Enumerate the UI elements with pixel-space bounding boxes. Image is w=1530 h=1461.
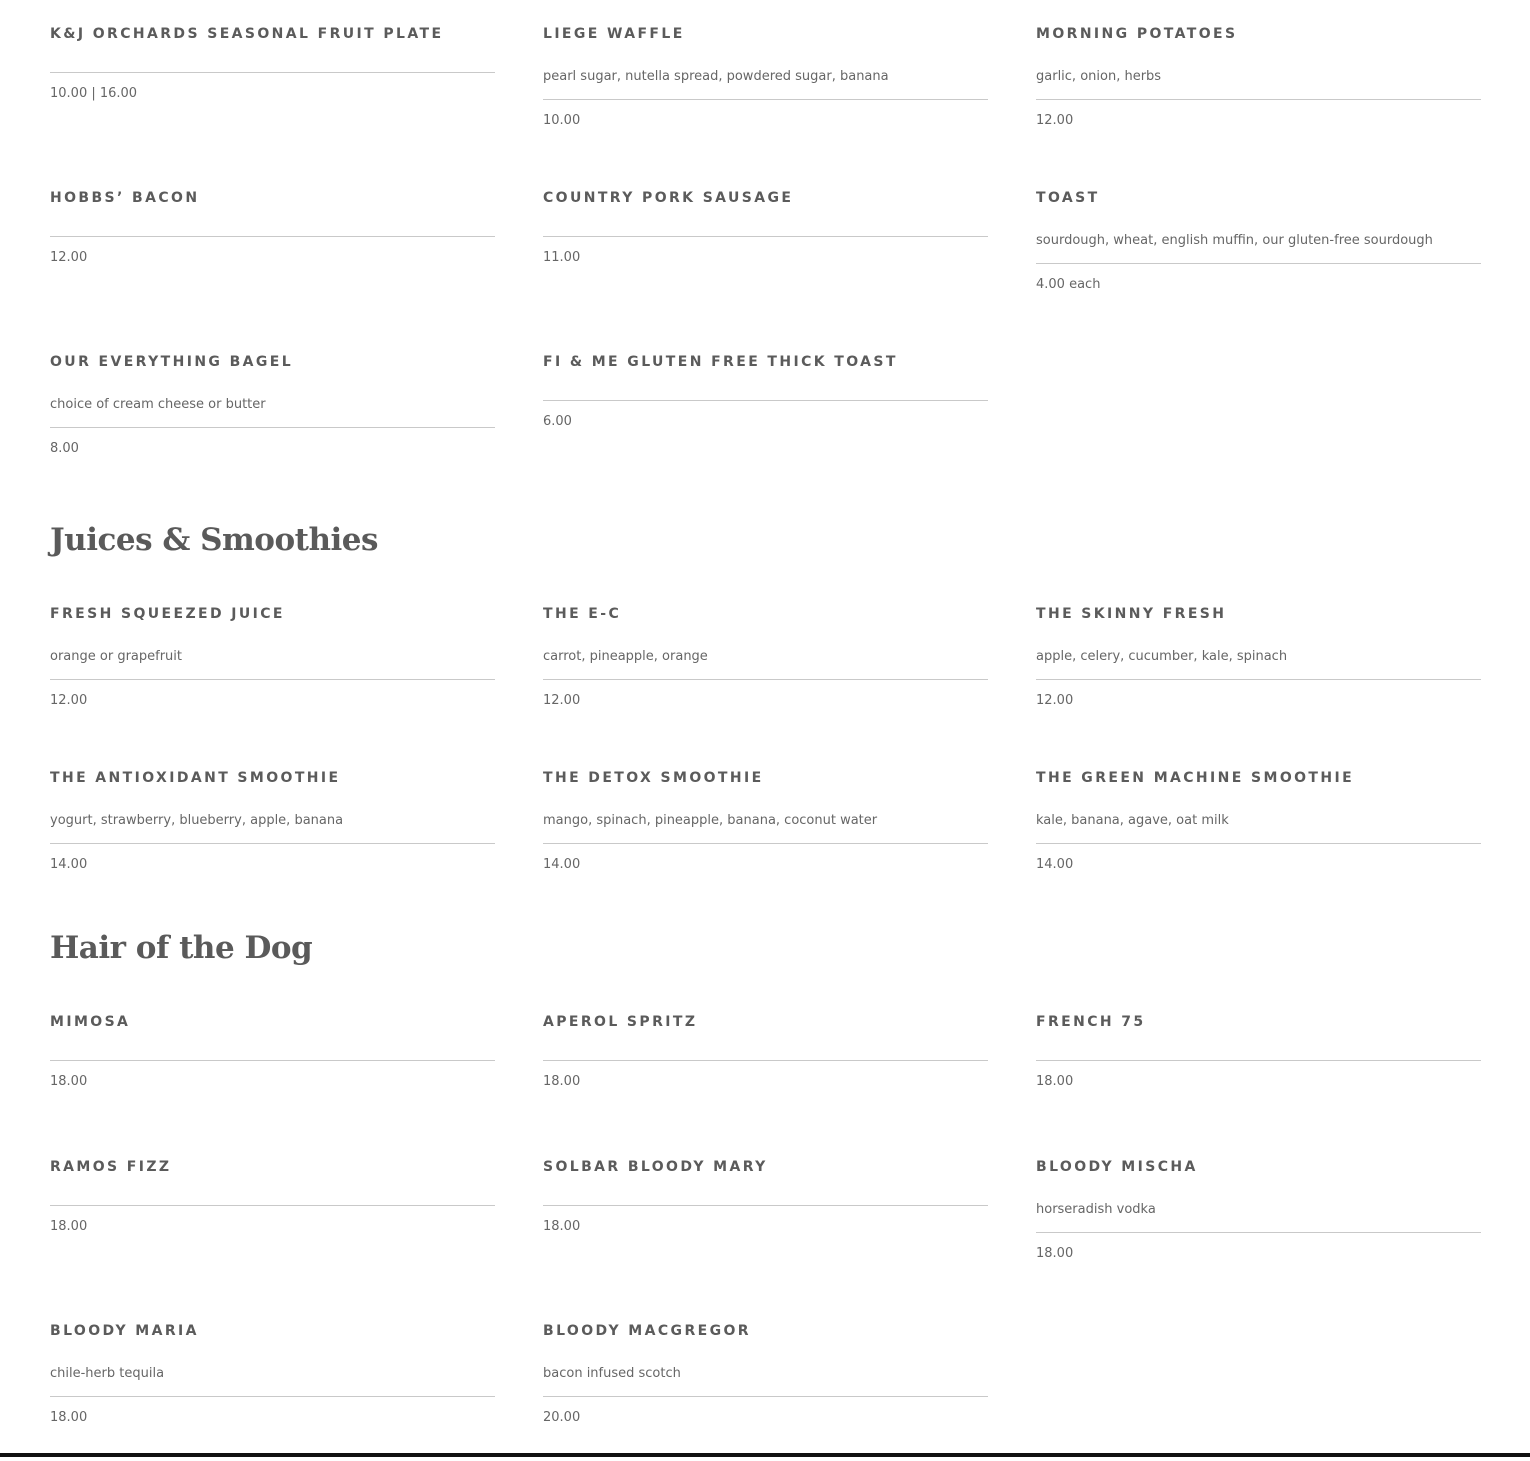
menu-item-description: pearl sugar, nutella spread, powdered sugar, banana [543,69,889,84]
menu-item-divider [50,1396,495,1397]
menu-item-name: MIMOSA [50,1014,131,1030]
menu-item-name: THE E-C [543,606,622,622]
menu-item-description: horseradish vodka [1036,1202,1156,1217]
menu-item [50,164,495,328]
menu-item-description: chile-herb tequila [50,1366,165,1381]
menu-item-name: THE ANTIOXIDANT SMOOTHIE [50,770,341,786]
menu-item-name: THE SKINNY FRESH [1036,606,1227,622]
page-bottom-bar [0,1453,1530,1457]
section-title: Juices & Smoothies [50,522,378,558]
menu-item [543,328,988,492]
menu-item-divider [1036,263,1481,264]
menu-item-divider [50,1205,495,1206]
menu-item-divider [543,400,988,401]
menu-item-divider [1036,843,1481,844]
menu-item-name: THE DETOX SMOOTHIE [543,770,764,786]
menu-item-name: BLOODY MISCHA [1036,1159,1198,1175]
menu-item-price: 12.00 [543,693,581,708]
menu-item-price: 12.00 [50,250,88,265]
menu-item-price: 18.00 [50,1219,88,1234]
menu-item-name: K&J ORCHARDS SEASONAL FRUIT PLATE [50,26,444,42]
menu-item-price: 14.00 [1036,857,1074,872]
menu-item [1036,988,1481,1133]
menu-item-divider [1036,99,1481,100]
menu-item-name: RAMOS FIZZ [50,1159,172,1175]
menu-item-divider [1036,1060,1481,1061]
menu-item-price: 20.00 [543,1410,581,1425]
menu-item-divider [50,1060,495,1061]
menu-item-divider [543,99,988,100]
menu-item-description: orange or grapefruit [50,649,182,664]
menu-item-price: 14.00 [543,857,581,872]
menu-item-description: choice of cream cheese or butter [50,397,266,412]
menu-item-name: FRENCH 75 [1036,1014,1146,1030]
menu-grid [50,580,1480,908]
menu-item-divider [50,427,495,428]
menu-item-divider [543,843,988,844]
menu-item-divider [50,843,495,844]
menu-item [543,988,988,1133]
menu-item-description: apple, celery, cucumber, kale, spinach [1036,649,1288,664]
menu-item [50,988,495,1133]
menu-item [1036,0,1481,164]
menu-item-name: HOBBS’ BACON [50,190,200,206]
menu-item-name: THE GREEN MACHINE SMOOTHIE [1036,770,1355,786]
menu-item-price: 10.00 [543,113,581,128]
menu-item-name: MORNING POTATOES [1036,26,1238,42]
menu-item-name: TOAST [1036,190,1100,206]
menu-item-name: LIEGE WAFFLE [543,26,685,42]
menu-item-divider [543,236,988,237]
menu-section-sides [50,0,1480,492]
menu-section-juices [50,522,1480,908]
menu-item [543,164,988,328]
menu-item-price: 8.00 [50,441,79,456]
menu-item [543,744,988,908]
menu-item [1036,744,1481,908]
menu-item-name: FI & ME GLUTEN FREE THICK TOAST [543,354,898,370]
menu-item-price: 18.00 [543,1219,581,1234]
menu-item-divider [50,679,495,680]
menu-item [543,580,988,744]
menu-item-divider [543,1205,988,1206]
menu-item-description: mango, spinach, pineapple, banana, coconut water [543,813,878,828]
menu-item-price: 14.00 [50,857,88,872]
menu-item-name: BLOODY MACGREGOR [543,1323,751,1339]
menu-item-name: APEROL SPRITZ [543,1014,698,1030]
menu-item [543,1133,988,1297]
menu-item-name: COUNTRY PORK SAUSAGE [543,190,794,206]
menu-item-price: 4.00 each [1036,277,1101,292]
menu-item-divider [543,679,988,680]
menu-item [543,0,988,164]
menu-item-price: 18.00 [543,1074,581,1089]
menu-item [543,1297,988,1461]
menu-item-price: 6.00 [543,414,572,429]
menu-item-divider [50,72,495,73]
menu-item-price: 12.00 [1036,113,1074,128]
menu-item-description: kale, banana, agave, oat milk [1036,813,1229,828]
menu-item-description: sourdough, wheat, english muffin, our gluten-free sourdough [1036,233,1433,248]
menu-item [1036,1133,1481,1297]
menu-item-price: 10.00 | 16.00 [50,86,138,101]
menu-item-price: 18.00 [1036,1246,1074,1261]
menu-item-divider [543,1396,988,1397]
menu-item [50,580,495,744]
menu-item [50,744,495,908]
menu-item [50,1297,495,1461]
menu-item [50,1133,495,1297]
menu-item [1036,164,1481,328]
menu-item-divider [1036,1232,1481,1233]
menu-grid [50,988,1480,1461]
menu-item-price: 12.00 [50,693,88,708]
section-title: Hair of the Dog [50,930,313,966]
menu-item-name: BLOODY MARIA [50,1323,199,1339]
menu-item [1036,580,1481,744]
menu-item-price: 11.00 [543,250,581,265]
menu-item-price: 18.00 [50,1074,88,1089]
menu-item-description: bacon infused scotch [543,1366,681,1381]
menu-item-price: 18.00 [1036,1074,1074,1089]
menu-item-price: 12.00 [1036,693,1074,708]
menu-item [50,328,495,492]
menu-item-description: garlic, onion, herbs [1036,69,1162,84]
menu-item-divider [1036,679,1481,680]
menu-item-price: 18.00 [50,1410,88,1425]
menu-item-name: SOLBAR BLOODY MARY [543,1159,768,1175]
menu-item-name: OUR EVERYTHING BAGEL [50,354,294,370]
menu-item-divider [50,236,495,237]
menu-item-name: FRESH SQUEEZED JUICE [50,606,285,622]
menu-grid [50,0,1480,492]
menu-item-description: carrot, pineapple, orange [543,649,708,664]
menu-item-description: yogurt, strawberry, blueberry, apple, banana [50,813,344,828]
menu-item-divider [543,1060,988,1061]
menu-section-hair-of-the-dog [50,930,1480,1461]
menu-item [50,0,495,164]
